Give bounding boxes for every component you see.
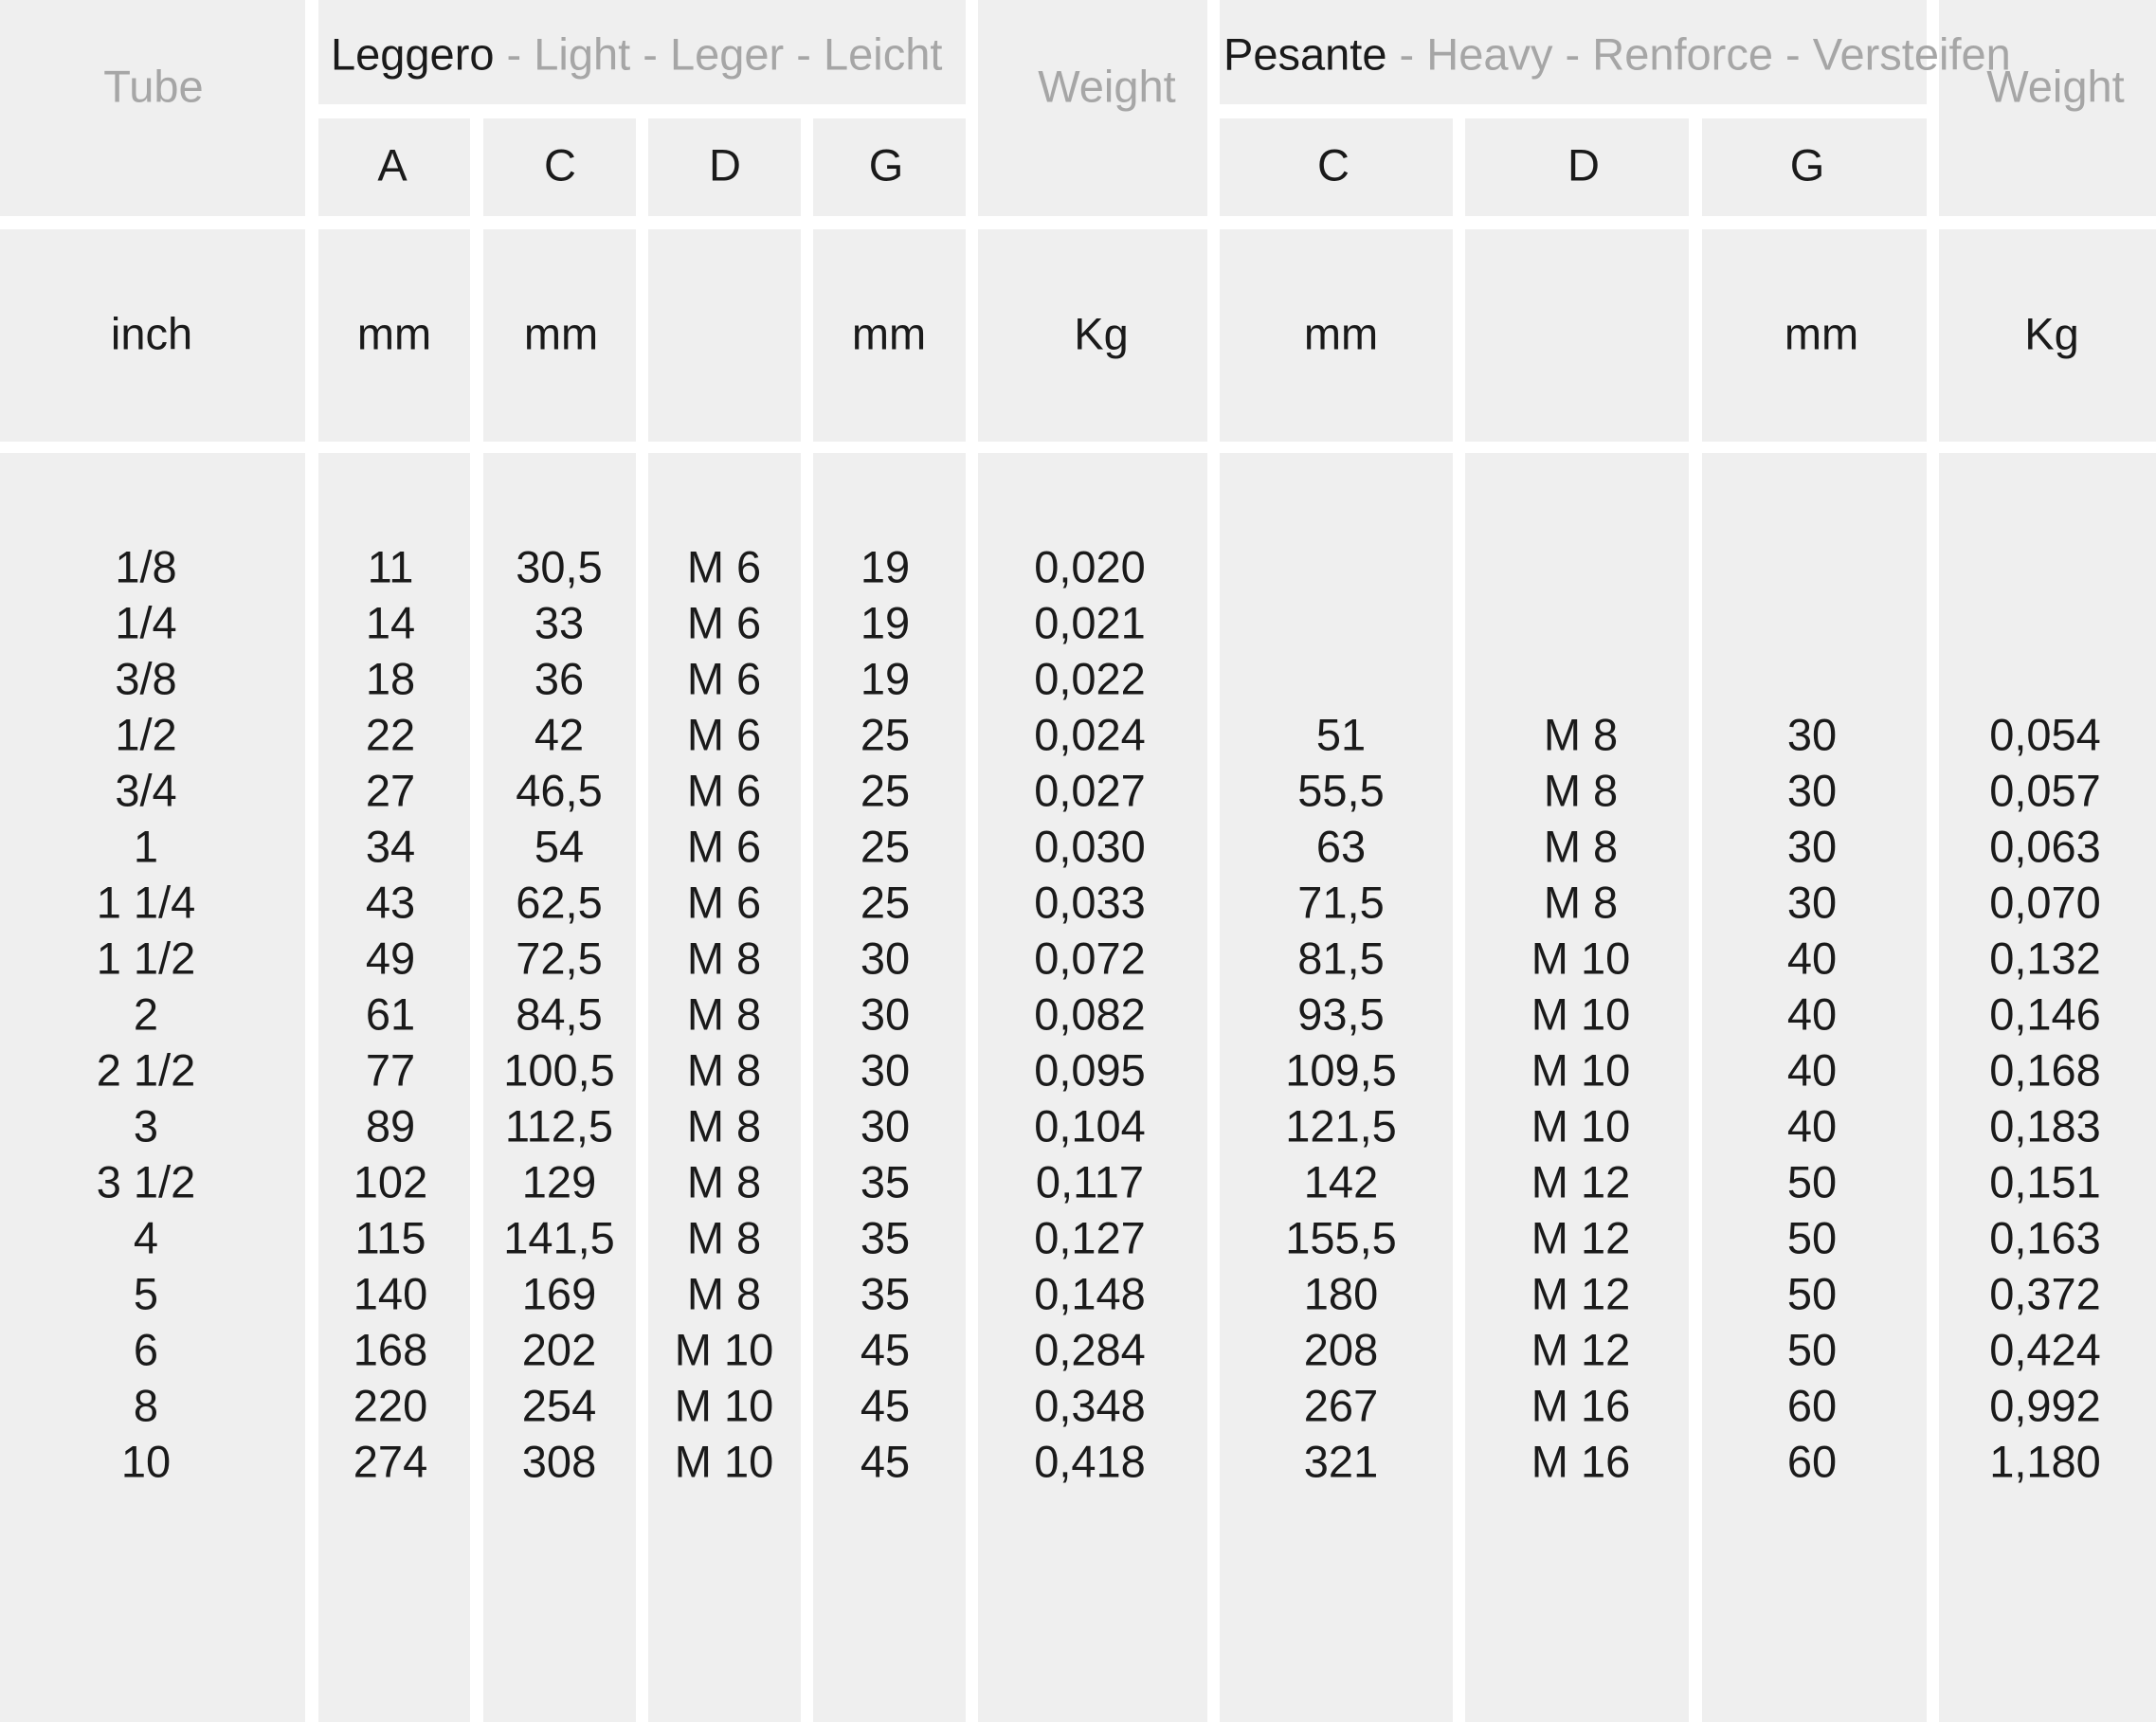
cell-weight-light: 0,022 (1034, 653, 1146, 704)
unit-weight-heavy: Kg (2024, 308, 2079, 359)
cell-light-g: 30 (860, 1044, 911, 1096)
cell-heavy-c: 55,5 (1297, 765, 1385, 816)
weight-heavy-header: Weight (1986, 61, 2125, 112)
cell-tube-size: 4 (133, 1212, 159, 1263)
cell-heavy-c: 321 (1303, 1436, 1379, 1487)
cell-light-g: 30 (860, 988, 911, 1040)
unit-tube: inch (110, 308, 193, 359)
cell-weight-light: 0,033 (1034, 877, 1146, 928)
cell-heavy-g: 50 (1786, 1156, 1838, 1207)
cell-heavy-g: 60 (1786, 1436, 1838, 1487)
cell-light-c: 84,5 (516, 988, 603, 1040)
cell-light-d: M 10 (674, 1380, 774, 1431)
heavy-group-en: Heavy (1426, 28, 1553, 80)
cell-light-d: M 8 (686, 1268, 762, 1319)
cell-light-g: 30 (860, 933, 911, 984)
cell-light-a: 102 (353, 1156, 428, 1207)
light-group-fr: Leger (669, 28, 785, 80)
cell-light-c: 36 (534, 653, 585, 704)
cell-weight-light: 0,027 (1034, 765, 1146, 816)
cell-light-d: M 8 (686, 1044, 762, 1096)
cell-tube-size: 1 1/2 (96, 933, 196, 984)
cell-light-c: 62,5 (516, 877, 603, 928)
unit-weight-light: Kg (1074, 308, 1129, 359)
unit-light-a: mm (356, 308, 432, 359)
cell-weight-heavy: 0,372 (1989, 1268, 2101, 1319)
unit-heavy-g: mm (1784, 308, 1859, 359)
cell-weight-heavy: 0,054 (1989, 709, 2101, 760)
cell-light-a: 14 (365, 597, 416, 648)
cell-heavy-d: M 16 (1531, 1380, 1631, 1431)
cell-light-a: 11 (367, 541, 414, 592)
cell-tube-size: 6 (133, 1324, 159, 1375)
cell-light-c: 308 (521, 1436, 597, 1487)
cell-light-d: M 8 (686, 1156, 762, 1207)
cell-weight-light: 0,021 (1034, 597, 1146, 648)
cell-heavy-d: M 12 (1531, 1268, 1631, 1319)
cell-heavy-d: M 12 (1531, 1324, 1631, 1375)
cell-light-a: 43 (365, 877, 416, 928)
cell-light-a: 61 (365, 988, 416, 1040)
heavy-group-main: Pesante (1223, 28, 1387, 80)
heavy-group-fr: Renforce (1592, 28, 1773, 80)
cell-light-d: M 6 (686, 541, 762, 592)
cell-weight-light: 0,095 (1034, 1044, 1146, 1096)
heavy-col-g-header: G (1789, 139, 1825, 190)
cell-heavy-c: 71,5 (1297, 877, 1385, 928)
cell-heavy-d: M 12 (1531, 1212, 1631, 1263)
unit-light-g: mm (851, 308, 927, 359)
cell-light-a: 274 (353, 1436, 428, 1487)
cell-light-g: 25 (860, 877, 911, 928)
cell-heavy-d: M 8 (1543, 709, 1619, 760)
cell-light-d: M 6 (686, 709, 762, 760)
cell-light-a: 89 (365, 1100, 416, 1151)
cell-weight-light: 0,127 (1034, 1212, 1146, 1263)
cell-light-g: 19 (860, 597, 911, 648)
cell-weight-heavy: 0,057 (1989, 765, 2101, 816)
cell-light-c: 169 (521, 1268, 597, 1319)
cell-heavy-d: M 12 (1531, 1156, 1631, 1207)
cell-tube-size: 1/8 (115, 541, 177, 592)
cell-weight-heavy: 0,168 (1989, 1044, 2101, 1096)
cell-heavy-d: M 8 (1543, 821, 1619, 872)
light-group-sep-3: - (784, 28, 824, 80)
unit-light-c: mm (523, 308, 599, 359)
cell-light-a: 140 (353, 1268, 428, 1319)
cell-tube-size: 1 (133, 821, 159, 872)
cell-light-g: 25 (860, 709, 911, 760)
cell-light-g: 35 (860, 1212, 911, 1263)
cell-heavy-c: 155,5 (1285, 1212, 1397, 1263)
cell-weight-heavy: 0,146 (1989, 988, 2101, 1040)
weight-light-header: Weight (1038, 61, 1176, 112)
cell-light-c: 30,5 (516, 541, 603, 592)
cell-weight-heavy: 0,424 (1989, 1324, 2101, 1375)
cell-heavy-g: 30 (1786, 765, 1838, 816)
cell-light-g: 25 (860, 765, 911, 816)
cell-heavy-d: M 10 (1531, 933, 1631, 984)
cell-weight-light: 0,418 (1034, 1436, 1146, 1487)
cell-weight-heavy: 0,132 (1989, 933, 2101, 984)
cell-light-g: 30 (860, 1100, 911, 1151)
cell-heavy-d: M 10 (1531, 988, 1631, 1040)
cell-heavy-c: 51 (1315, 709, 1367, 760)
cell-light-d: M 8 (686, 1100, 762, 1151)
cell-light-a: 115 (354, 1212, 426, 1263)
heavy-group-sep-1: - (1386, 28, 1427, 80)
cell-light-g: 19 (860, 653, 911, 704)
cell-light-g: 35 (860, 1156, 911, 1207)
cell-light-c: 100,5 (503, 1044, 615, 1096)
cell-tube-size: 3 1/2 (96, 1156, 196, 1207)
light-col-d-header: D (709, 139, 741, 190)
cell-heavy-g: 50 (1786, 1324, 1838, 1375)
cell-light-a: 49 (365, 933, 416, 984)
cell-tube-size: 5 (133, 1268, 159, 1319)
cell-light-g: 19 (860, 541, 911, 592)
cell-light-d: M 6 (686, 653, 762, 704)
cell-light-d: M 10 (674, 1436, 774, 1487)
cell-light-d: M 6 (686, 877, 762, 928)
cell-light-a: 27 (365, 765, 416, 816)
cell-weight-light: 0,148 (1034, 1268, 1146, 1319)
unit-heavy-c: mm (1303, 308, 1379, 359)
cell-tube-size: 3/4 (115, 765, 177, 816)
cell-weight-light: 0,082 (1034, 988, 1146, 1040)
cell-light-a: 220 (353, 1380, 428, 1431)
cell-light-c: 46,5 (516, 765, 603, 816)
cell-heavy-g: 40 (1786, 1044, 1838, 1096)
light-group-de: Leicht (823, 28, 943, 80)
heavy-group-title (1223, 28, 2011, 80)
cell-light-c: 42 (534, 709, 585, 760)
cell-weight-heavy: 0,183 (1989, 1100, 2101, 1151)
cell-heavy-c: 63 (1315, 821, 1367, 872)
cell-heavy-c: 267 (1303, 1380, 1379, 1431)
cell-light-c: 141,5 (503, 1212, 615, 1263)
cell-light-c: 129 (521, 1156, 597, 1207)
cell-light-d: M 8 (686, 988, 762, 1040)
cell-heavy-g: 30 (1786, 821, 1838, 872)
light-col-g-header: G (868, 139, 904, 190)
light-col-c-header: C (544, 139, 576, 190)
cell-heavy-d: M 8 (1543, 877, 1619, 928)
cell-weight-light: 0,117 (1035, 1156, 1145, 1207)
cell-heavy-d: M 10 (1531, 1100, 1631, 1151)
cell-light-g: 35 (860, 1268, 911, 1319)
cell-light-d: M 6 (686, 597, 762, 648)
cell-light-d: M 8 (686, 1212, 762, 1263)
cell-heavy-c: 93,5 (1297, 988, 1385, 1040)
heavy-col-d-header: D (1567, 139, 1600, 190)
cell-light-g: 25 (860, 821, 911, 872)
cell-light-a: 18 (365, 653, 416, 704)
cell-heavy-c: 121,5 (1285, 1100, 1397, 1151)
cell-light-a: 77 (365, 1044, 416, 1096)
table-panel (1465, 229, 1689, 442)
cell-heavy-g: 30 (1786, 709, 1838, 760)
cell-heavy-g: 30 (1786, 877, 1838, 928)
cell-light-c: 33 (534, 597, 585, 648)
cell-light-d: M 6 (686, 765, 762, 816)
light-group-sep-2: - (630, 28, 670, 80)
cell-light-g: 45 (860, 1380, 911, 1431)
cell-heavy-c: 142 (1303, 1156, 1379, 1207)
cell-light-c: 202 (521, 1324, 597, 1375)
cell-heavy-c: 81,5 (1297, 933, 1385, 984)
cell-light-c: 112,5 (504, 1100, 614, 1151)
cell-heavy-g: 60 (1786, 1380, 1838, 1431)
cell-tube-size: 8 (133, 1380, 159, 1431)
table-panel (648, 229, 801, 442)
cell-light-d: M 6 (686, 821, 762, 872)
cell-weight-light: 0,072 (1034, 933, 1146, 984)
light-group-main: Leggero (331, 28, 495, 80)
cell-weight-light: 0,024 (1034, 709, 1146, 760)
cell-weight-light: 0,348 (1034, 1380, 1146, 1431)
cell-tube-size: 2 (133, 988, 159, 1040)
cell-weight-heavy: 0,151 (1989, 1156, 2101, 1207)
cell-heavy-g: 40 (1786, 933, 1838, 984)
cell-heavy-g: 40 (1786, 1100, 1838, 1151)
heavy-group-sep-3: - (1772, 28, 1813, 80)
cell-heavy-d: M 8 (1543, 765, 1619, 816)
cell-light-a: 22 (365, 709, 416, 760)
cell-heavy-g: 40 (1786, 988, 1838, 1040)
cell-light-c: 54 (534, 821, 585, 872)
cell-weight-light: 0,020 (1034, 541, 1146, 592)
cell-light-d: M 8 (686, 933, 762, 984)
cell-heavy-d: M 16 (1531, 1436, 1631, 1487)
cell-light-d: M 10 (674, 1324, 774, 1375)
cell-tube-size: 3 (133, 1100, 159, 1151)
cell-light-g: 45 (860, 1324, 911, 1375)
cell-tube-size: 2 1/2 (96, 1044, 196, 1096)
light-group-sep-1: - (494, 28, 534, 80)
heavy-group-sep-2: - (1552, 28, 1593, 80)
cell-tube-size: 1 1/4 (96, 877, 196, 928)
light-group-en: Light (534, 28, 631, 80)
cell-weight-light: 0,104 (1034, 1100, 1146, 1151)
cell-light-g: 45 (860, 1436, 911, 1487)
cell-weight-heavy: 0,992 (1989, 1380, 2101, 1431)
cell-weight-heavy: 1,180 (1989, 1436, 2101, 1487)
cell-light-a: 168 (353, 1324, 428, 1375)
cell-weight-light: 0,030 (1034, 821, 1146, 872)
light-col-a-header: A (377, 139, 408, 190)
cell-light-a: 34 (365, 821, 416, 872)
cell-tube-size: 1/4 (115, 597, 177, 648)
cell-light-c: 72,5 (516, 933, 603, 984)
cell-weight-light: 0,284 (1034, 1324, 1146, 1375)
tube-header: Tube (103, 61, 204, 112)
cell-heavy-g: 50 (1786, 1268, 1838, 1319)
cell-heavy-g: 50 (1786, 1212, 1838, 1263)
cell-weight-heavy: 0,070 (1989, 877, 2101, 928)
cell-tube-size: 3/8 (115, 653, 177, 704)
light-group-title (331, 28, 943, 80)
cell-tube-size: 10 (120, 1436, 172, 1487)
heavy-col-c-header: C (1317, 139, 1350, 190)
heavy-group-de: Versteifen (1812, 28, 2011, 80)
cell-heavy-c: 180 (1303, 1268, 1379, 1319)
cell-heavy-d: M 10 (1531, 1044, 1631, 1096)
cell-weight-heavy: 0,163 (1989, 1212, 2101, 1263)
cell-heavy-c: 109,5 (1285, 1044, 1397, 1096)
cell-heavy-c: 208 (1303, 1324, 1379, 1375)
cell-tube-size: 1/2 (115, 709, 177, 760)
cell-weight-heavy: 0,063 (1989, 821, 2101, 872)
cell-light-c: 254 (521, 1380, 597, 1431)
